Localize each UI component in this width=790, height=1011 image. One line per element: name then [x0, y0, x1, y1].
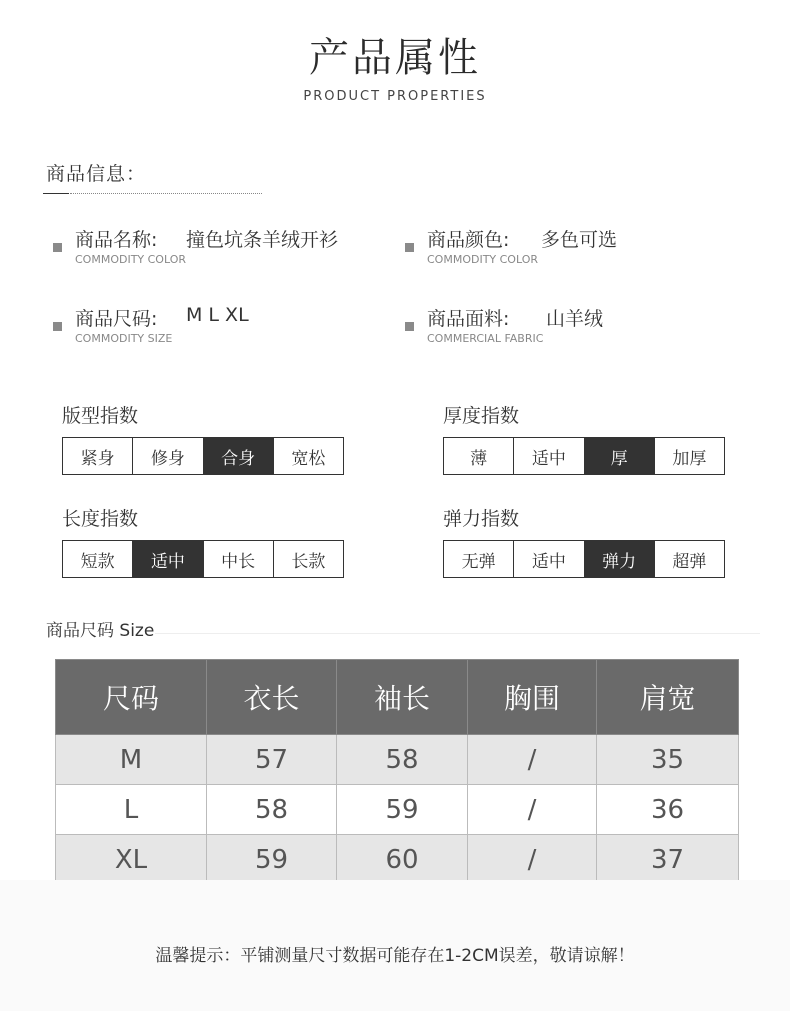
table-cell: 59 — [337, 785, 468, 835]
bullet-square-icon — [405, 322, 414, 331]
elasticity-index-scale — [443, 540, 725, 578]
thickness-option: 薄 — [470, 448, 488, 469]
table-cell: 60 — [337, 835, 468, 885]
length-index-title: 长度指数 — [62, 508, 139, 530]
size-heading-divider — [155, 633, 760, 634]
table-cell: 35 — [597, 735, 739, 785]
elasticity-option: 适中 — [513, 541, 583, 577]
info-label: 商品颜色: — [427, 229, 510, 251]
fit-index — [62, 401, 344, 475]
column-header: 袖长 — [337, 660, 468, 735]
info-label-en: COMMERCIAL FABRIC — [427, 332, 544, 345]
info-value: M L XL — [186, 304, 249, 326]
table-row — [56, 785, 739, 835]
length-option: 适中 — [132, 541, 202, 577]
fit-option: 修身 — [132, 438, 202, 474]
column-header: 衣长 — [207, 660, 337, 735]
column-header: 尺码 — [56, 660, 207, 735]
elasticity-option: 无弹 — [461, 551, 496, 572]
heading-underline — [43, 193, 69, 194]
table-cell: / — [468, 785, 597, 835]
length-index-scale — [62, 540, 344, 578]
length-option: 长款 — [273, 541, 343, 577]
info-value: 撞色坑条羊绒开衫 — [186, 229, 339, 251]
elasticity-index — [443, 504, 725, 578]
info-label-en: COMMODITY COLOR — [75, 253, 187, 266]
bullet-square-icon — [53, 322, 62, 331]
elasticity-option: 超弹 — [654, 541, 724, 577]
info-item-fabric — [405, 304, 725, 354]
fit-index-title: 版型指数 — [62, 405, 139, 427]
bullet-square-icon — [53, 243, 62, 252]
page-subtitle: PRODUCT PROPERTIES — [303, 89, 487, 104]
info-label-en: COMMODITY SIZE — [75, 332, 173, 345]
bullet-square-icon — [405, 243, 414, 252]
heading-dotted-line — [70, 193, 262, 194]
table-cell: 58 — [337, 735, 468, 785]
info-item-size — [53, 304, 373, 354]
info-item-color — [405, 225, 725, 275]
size-table-header — [56, 660, 739, 735]
table-cell: 57 — [207, 735, 337, 785]
table-cell: 37 — [597, 835, 739, 885]
table-cell: 36 — [597, 785, 739, 835]
column-header: 肩宽 — [597, 660, 739, 735]
fit-index-scale — [62, 437, 344, 475]
thickness-option: 厚 — [584, 438, 654, 474]
table-cell: 58 — [207, 785, 337, 835]
footer-note: 温馨提示：平铺测量尺寸数据可能存在1-2CM误差，敬请谅解！ — [155, 946, 635, 966]
thickness-index-scale — [443, 437, 725, 475]
table-cell: / — [468, 735, 597, 785]
info-value: 山羊绒 — [546, 308, 604, 330]
elasticity-option: 弹力 — [584, 541, 654, 577]
table-cell: M — [56, 735, 207, 785]
fit-option: 紧身 — [80, 448, 115, 469]
thickness-option: 适中 — [513, 438, 583, 474]
fit-option: 合身 — [203, 438, 273, 474]
info-label-en: COMMODITY COLOR — [427, 253, 539, 266]
column-header: 胸围 — [468, 660, 597, 735]
thickness-index — [443, 401, 725, 475]
info-label: 商品面料: — [427, 308, 510, 330]
length-index — [62, 504, 344, 578]
length-option: 中长 — [203, 541, 273, 577]
table-cell: L — [56, 785, 207, 835]
info-item-name — [53, 225, 373, 275]
table-row — [56, 735, 739, 785]
size-heading: 商品尺码 Size — [46, 621, 155, 641]
table-row — [56, 835, 739, 885]
info-label: 商品尺码: — [75, 308, 158, 330]
info-label: 商品名称: — [75, 229, 158, 251]
table-cell: / — [468, 835, 597, 885]
page-title: 产品属性 — [309, 35, 481, 81]
info-value: 多色可选 — [541, 229, 618, 251]
length-option: 短款 — [80, 551, 115, 572]
thickness-option: 加厚 — [654, 438, 724, 474]
info-heading: 商品信息： — [46, 163, 147, 185]
size-table — [55, 659, 739, 885]
thickness-index-title: 厚度指数 — [443, 405, 520, 427]
table-cell: 59 — [207, 835, 337, 885]
table-cell: XL — [56, 835, 207, 885]
elasticity-index-title: 弹力指数 — [443, 508, 520, 530]
fit-option: 宽松 — [273, 438, 343, 474]
